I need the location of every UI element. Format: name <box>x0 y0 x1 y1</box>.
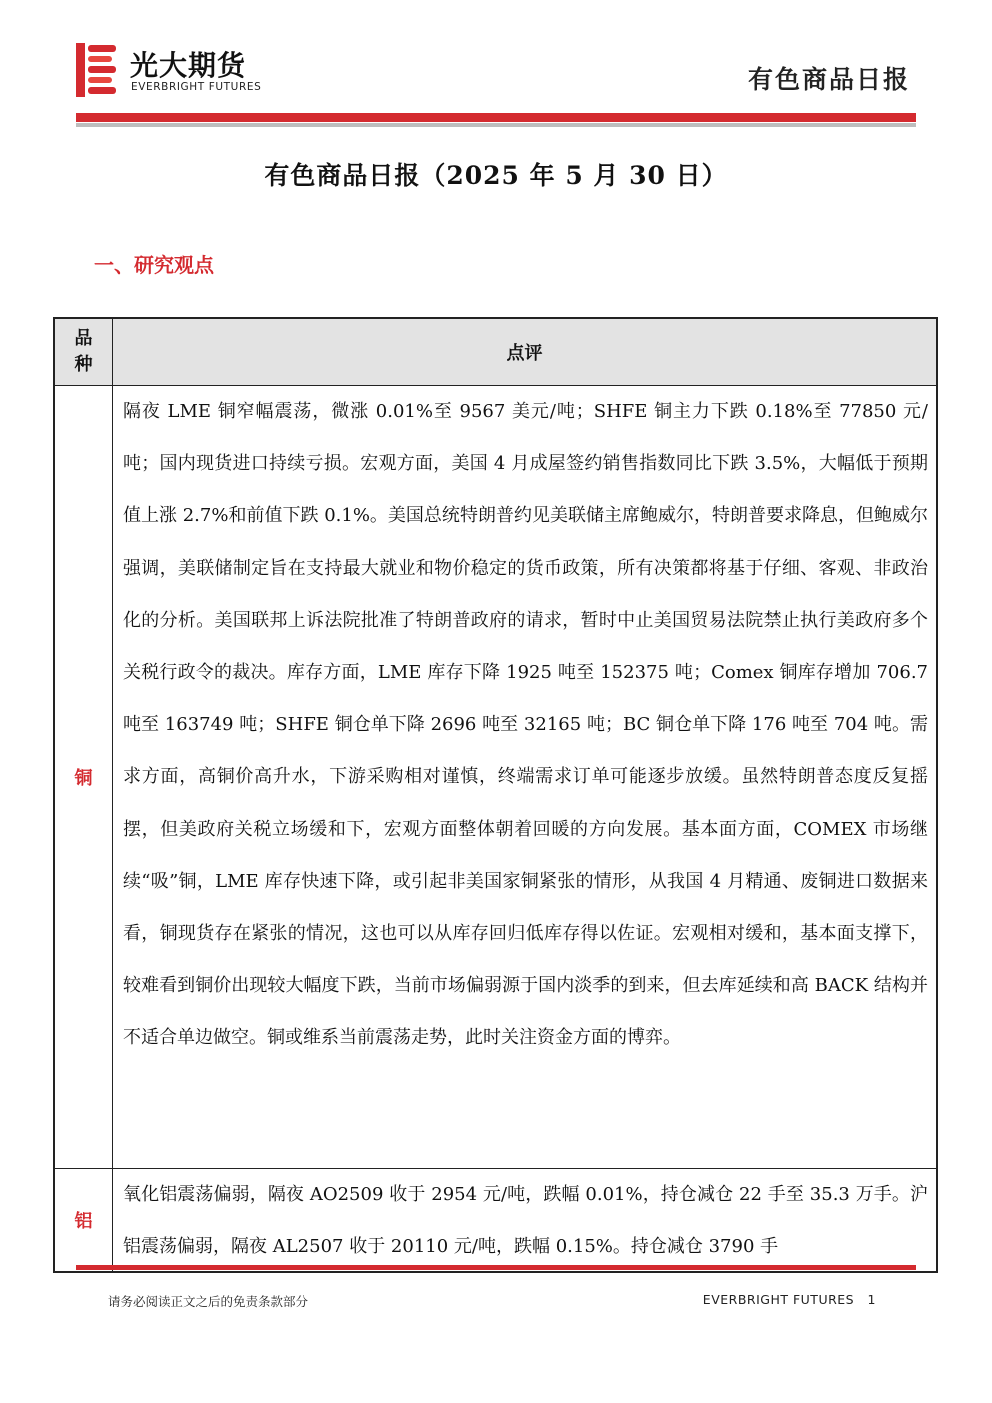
category-cell: 铜 <box>55 386 113 1168</box>
header-gray-rule <box>76 123 916 127</box>
commentary-table <box>53 317 938 1273</box>
page-header <box>0 0 992 130</box>
logo-english-text: EVERBRIGHT FUTURES <box>131 81 262 93</box>
document-title: 有色商品日报（2025 年 5 月 30 日） <box>264 161 728 190</box>
section-heading: 一、研究观点 <box>94 253 214 277</box>
logo-chinese-text: 光大期货 <box>130 49 247 82</box>
footer-brand: EVERBRIGHT FUTURES <box>702 1292 855 1307</box>
comment-cell: 隔夜 LME 铜窄幅震荡，微涨 0.01%至 9567 美元/吨；SHFE 铜主力下跌 0.18%至 77850 元/吨；国内现货进口持续亏损。宏观方面，美国 4 月成屋签约销售指数同比下跌 3.5%，大幅低于预期值上涨 2.7%和前值下跌 0.1%。美国总统特朗普约见美联储主席鲍威尔，特朗普要求降息，但鲍威尔强调，美联储制定旨在支持最大就业和物价稳定的货币政策，所有决策都将基于仔细、客观、非政治化的分析。美国联邦上诉法院批准了特朗普政府的请求，暂时中止美国贸易法院禁止执行美政府多个关税行政令的裁决。库存方面，LME 库存下降 1925 吨至 152375 吨；Comex 铜库存增加 706.7 吨至 163749 吨；SHFE 铜仓单下降 2696 吨至 32165 吨；BC 铜仓单下降 176 吨至 704 吨。需求方面，高铜价高升水，下游采购相对谨慎，终端需求订单可能逐步放缓。虽然特朗普态度反复摇摆，但美政府关税立场缓和下，宏观方面整体朝着回暖的方向发展。基本面方面，COMEX 市场继续“吸”铜，LME 库存快速下降，或引起非美国家铜紧张的情形，从我国 4 月精通、废铜进口数据来看，铜现货存在紧张的情况，这也可以从库存回归低库存得以佐证。宏观相对缓和，基本面支撑下，较难看到铜价出现较大幅度下跌，当前市场偏弱源于国内淡季的到来，但去库延续和高 BACK 结构并不适合单边做空。铜或维系当前震荡走势，此时关注资金方面的博弈。 <box>123 401 928 1049</box>
report-title: 有色商品日报 <box>747 65 910 94</box>
footer-red-rule <box>76 1265 916 1270</box>
table-header-row <box>55 319 936 386</box>
comment-cell: 氧化铝震荡偏弱，隔夜 AO2509 收于 2954 元/吨，跌幅 0.01%，持仓减仓 22 手至 35.3 万手。沪铝震荡偏弱，隔夜 AL2507 收于 20110 元/吨，跌幅 0.15%。持仓减仓 3790 手 <box>123 1184 928 1257</box>
page-number: 1 <box>867 1292 876 1307</box>
header-category: 品种 <box>55 319 113 385</box>
header-comment: 点评 <box>506 343 543 364</box>
footer-brand-page <box>703 1292 876 1307</box>
category-cell: 铝 <box>55 1169 113 1273</box>
header-red-rule <box>76 113 916 122</box>
everbright-logo-icon <box>76 43 118 97</box>
table-row <box>55 386 936 1169</box>
table-row <box>55 1169 936 1273</box>
footer-disclaimer: 请务必阅读正文之后的免责条款部分 <box>108 1294 309 1309</box>
